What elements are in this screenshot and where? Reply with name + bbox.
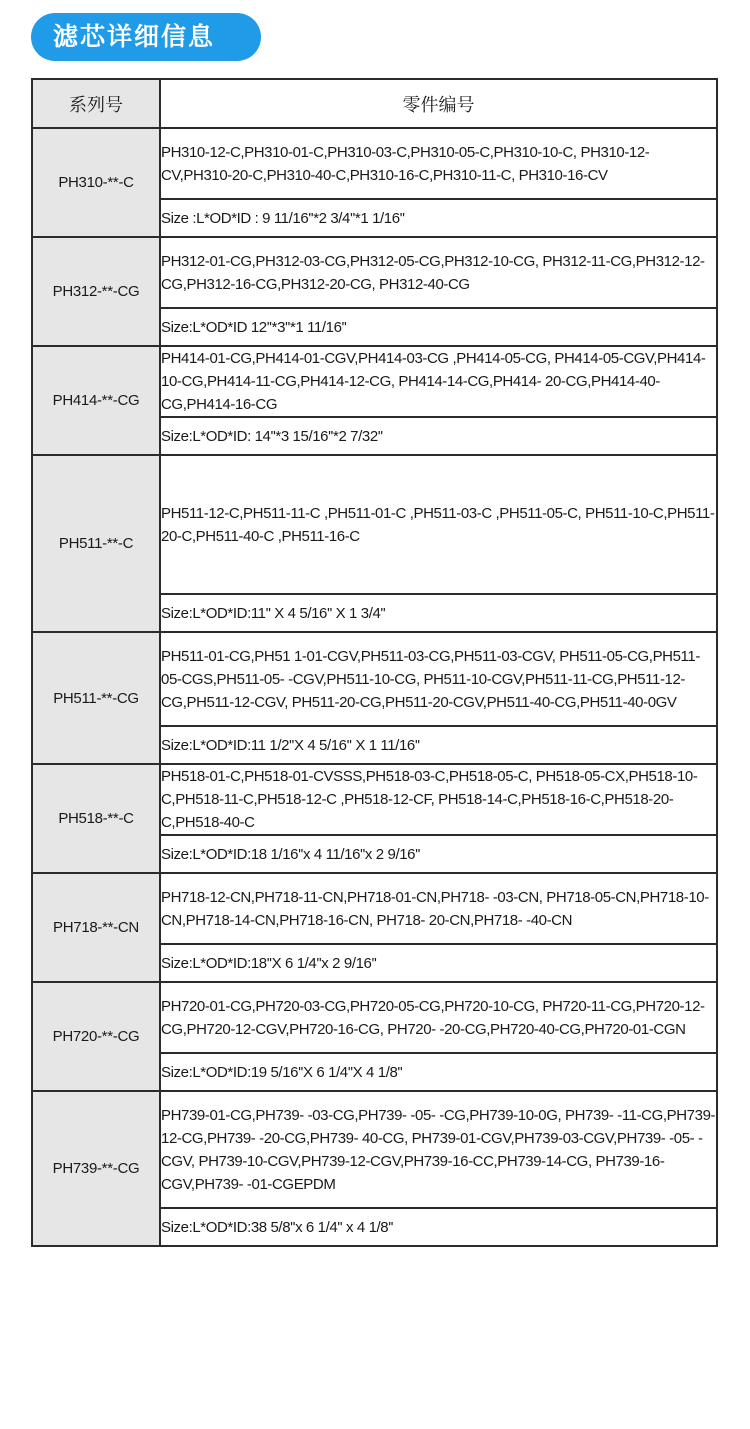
- series-cell: PH718-**-CN: [32, 873, 160, 982]
- table-row: [32, 873, 717, 944]
- series-cell: PH511-**-CG: [32, 632, 160, 764]
- page-title: 滤芯详细信息: [31, 13, 261, 61]
- parts-cell: PH511-12-C,PH511-11-C ,PH511-01-C ,PH511-03-C ,PH511-05-C, PH511-10-C,PH511-20-C,PH511-40-C ,PH511-16-C: [160, 455, 717, 594]
- parts-cell: PH739-01-CG,PH739- -03-CG,PH739- -05- -CG,PH739-10-0G, PH739- -11-CG,PH739-12-CG,PH739- -20-CG,PH739- 40-CG, PH739-01-CGV,PH739-03-CGV,PH739- -05- -CGV, PH739-10-CGV,PH739-12-CGV,PH739-16-CC,PH739-14-CG, PH739-16-CGV,PH739- -01-CGEPDM: [160, 1091, 717, 1208]
- parts-cell: PH720-01-CG,PH720-03-CG,PH720-05-CG,PH720-10-CG, PH720-11-CG,PH720-12-CG,PH720-12-CGV,PH720-16-CG, PH720- -20-CG,PH720-40-CG,PH720-01-CGN: [160, 982, 717, 1053]
- size-cell: Size:L*OD*ID:18''X 6 1/4''x 2 9/16'': [160, 944, 717, 982]
- table-row: [32, 237, 717, 308]
- size-cell: Size:L*OD*ID:18 1/16''x 4 11/16''x 2 9/16'': [160, 835, 717, 873]
- column-header-parts: 零件编号: [160, 79, 717, 128]
- size-cell: Size :L*OD*ID : 9 11/16''*2 3/4''*1 1/16'': [160, 199, 717, 237]
- filter-spec-table: [31, 78, 718, 1247]
- table-row: [32, 1091, 717, 1208]
- series-cell: PH414-**-CG: [32, 346, 160, 455]
- parts-cell: PH511-01-CG,PH51 1-01-CGV,PH511-03-CG,PH511-03-CGV, PH511-05-CG,PH511-05-CGS,PH511-05- -CGV,PH511-10-CG, PH511-10-CGV,PH511-11-CG,PH511-12-CG,PH511-12-CGV, PH511-20-CG,PH511-20-CGV,PH511-40-CG,PH511-40-0GV: [160, 632, 717, 726]
- series-cell: PH739-**-CG: [32, 1091, 160, 1246]
- column-header-series: 系列号: [32, 79, 160, 128]
- table-row: [32, 128, 717, 199]
- table-row: [32, 455, 717, 594]
- parts-cell: PH310-12-C,PH310-01-C,PH310-03-C,PH310-05-C,PH310-10-C, PH310-12-CV,PH310-20-C,PH310-40-C,PH310-16-C,PH310-11-C, PH310-16-CV: [160, 128, 717, 199]
- size-cell: Size:L*OD*ID:11'' X 4 5/16'' X 1 3/4'': [160, 594, 717, 632]
- table-header-row: [32, 79, 717, 128]
- series-cell: PH511-**-C: [32, 455, 160, 632]
- table-row: [32, 346, 717, 417]
- size-cell: Size:L*OD*ID: 14''*3 15/16''*2 7/32'': [160, 417, 717, 455]
- series-cell: PH518-**-C: [32, 764, 160, 873]
- series-cell: PH310-**-C: [32, 128, 160, 237]
- size-cell: Size:L*OD*ID 12''*3''*1 11/16'': [160, 308, 717, 346]
- table-row: [32, 632, 717, 726]
- parts-cell: PH518-01-C,PH518-01-CVSSS,PH518-03-C,PH518-05-C, PH518-05-CX,PH518-10-C,PH518-11-C,PH518-12-C ,PH518-12-CF, PH518-14-C,PH518-16-C,PH518-20-C,PH518-40-C: [160, 764, 717, 835]
- parts-cell: PH312-01-CG,PH312-03-CG,PH312-05-CG,PH312-10-CG, PH312-11-CG,PH312-12-CG,PH312-16-CG,PH312-20-CG, PH312-40-CG: [160, 237, 717, 308]
- series-cell: PH720-**-CG: [32, 982, 160, 1091]
- size-cell: Size:L*OD*ID:11 1/2''X 4 5/16'' X 1 11/16'': [160, 726, 717, 764]
- parts-cell: PH718-12-CN,PH718-11-CN,PH718-01-CN,PH718- -03-CN, PH718-05-CN,PH718-10-CN,PH718-14-CN,PH718-16-CN, PH718- 20-CN,PH718- -40-CN: [160, 873, 717, 944]
- size-cell: Size:L*OD*ID:38 5/8''x 6 1/4'' x 4 1/8'': [160, 1208, 717, 1246]
- parts-cell: PH414-01-CG,PH414-01-CGV,PH414-03-CG ,PH414-05-CG, PH414-05-CGV,PH414-10-CG,PH414-11-CG,PH414-12-CG, PH414-14-CG,PH414- 20-CG,PH414-40-CG,PH414-16-CG: [160, 346, 717, 417]
- table-row: [32, 982, 717, 1053]
- table-row: [32, 764, 717, 835]
- series-cell: PH312-**-CG: [32, 237, 160, 346]
- size-cell: Size:L*OD*ID:19 5/16''X 6 1/4''X 4 1/8'': [160, 1053, 717, 1091]
